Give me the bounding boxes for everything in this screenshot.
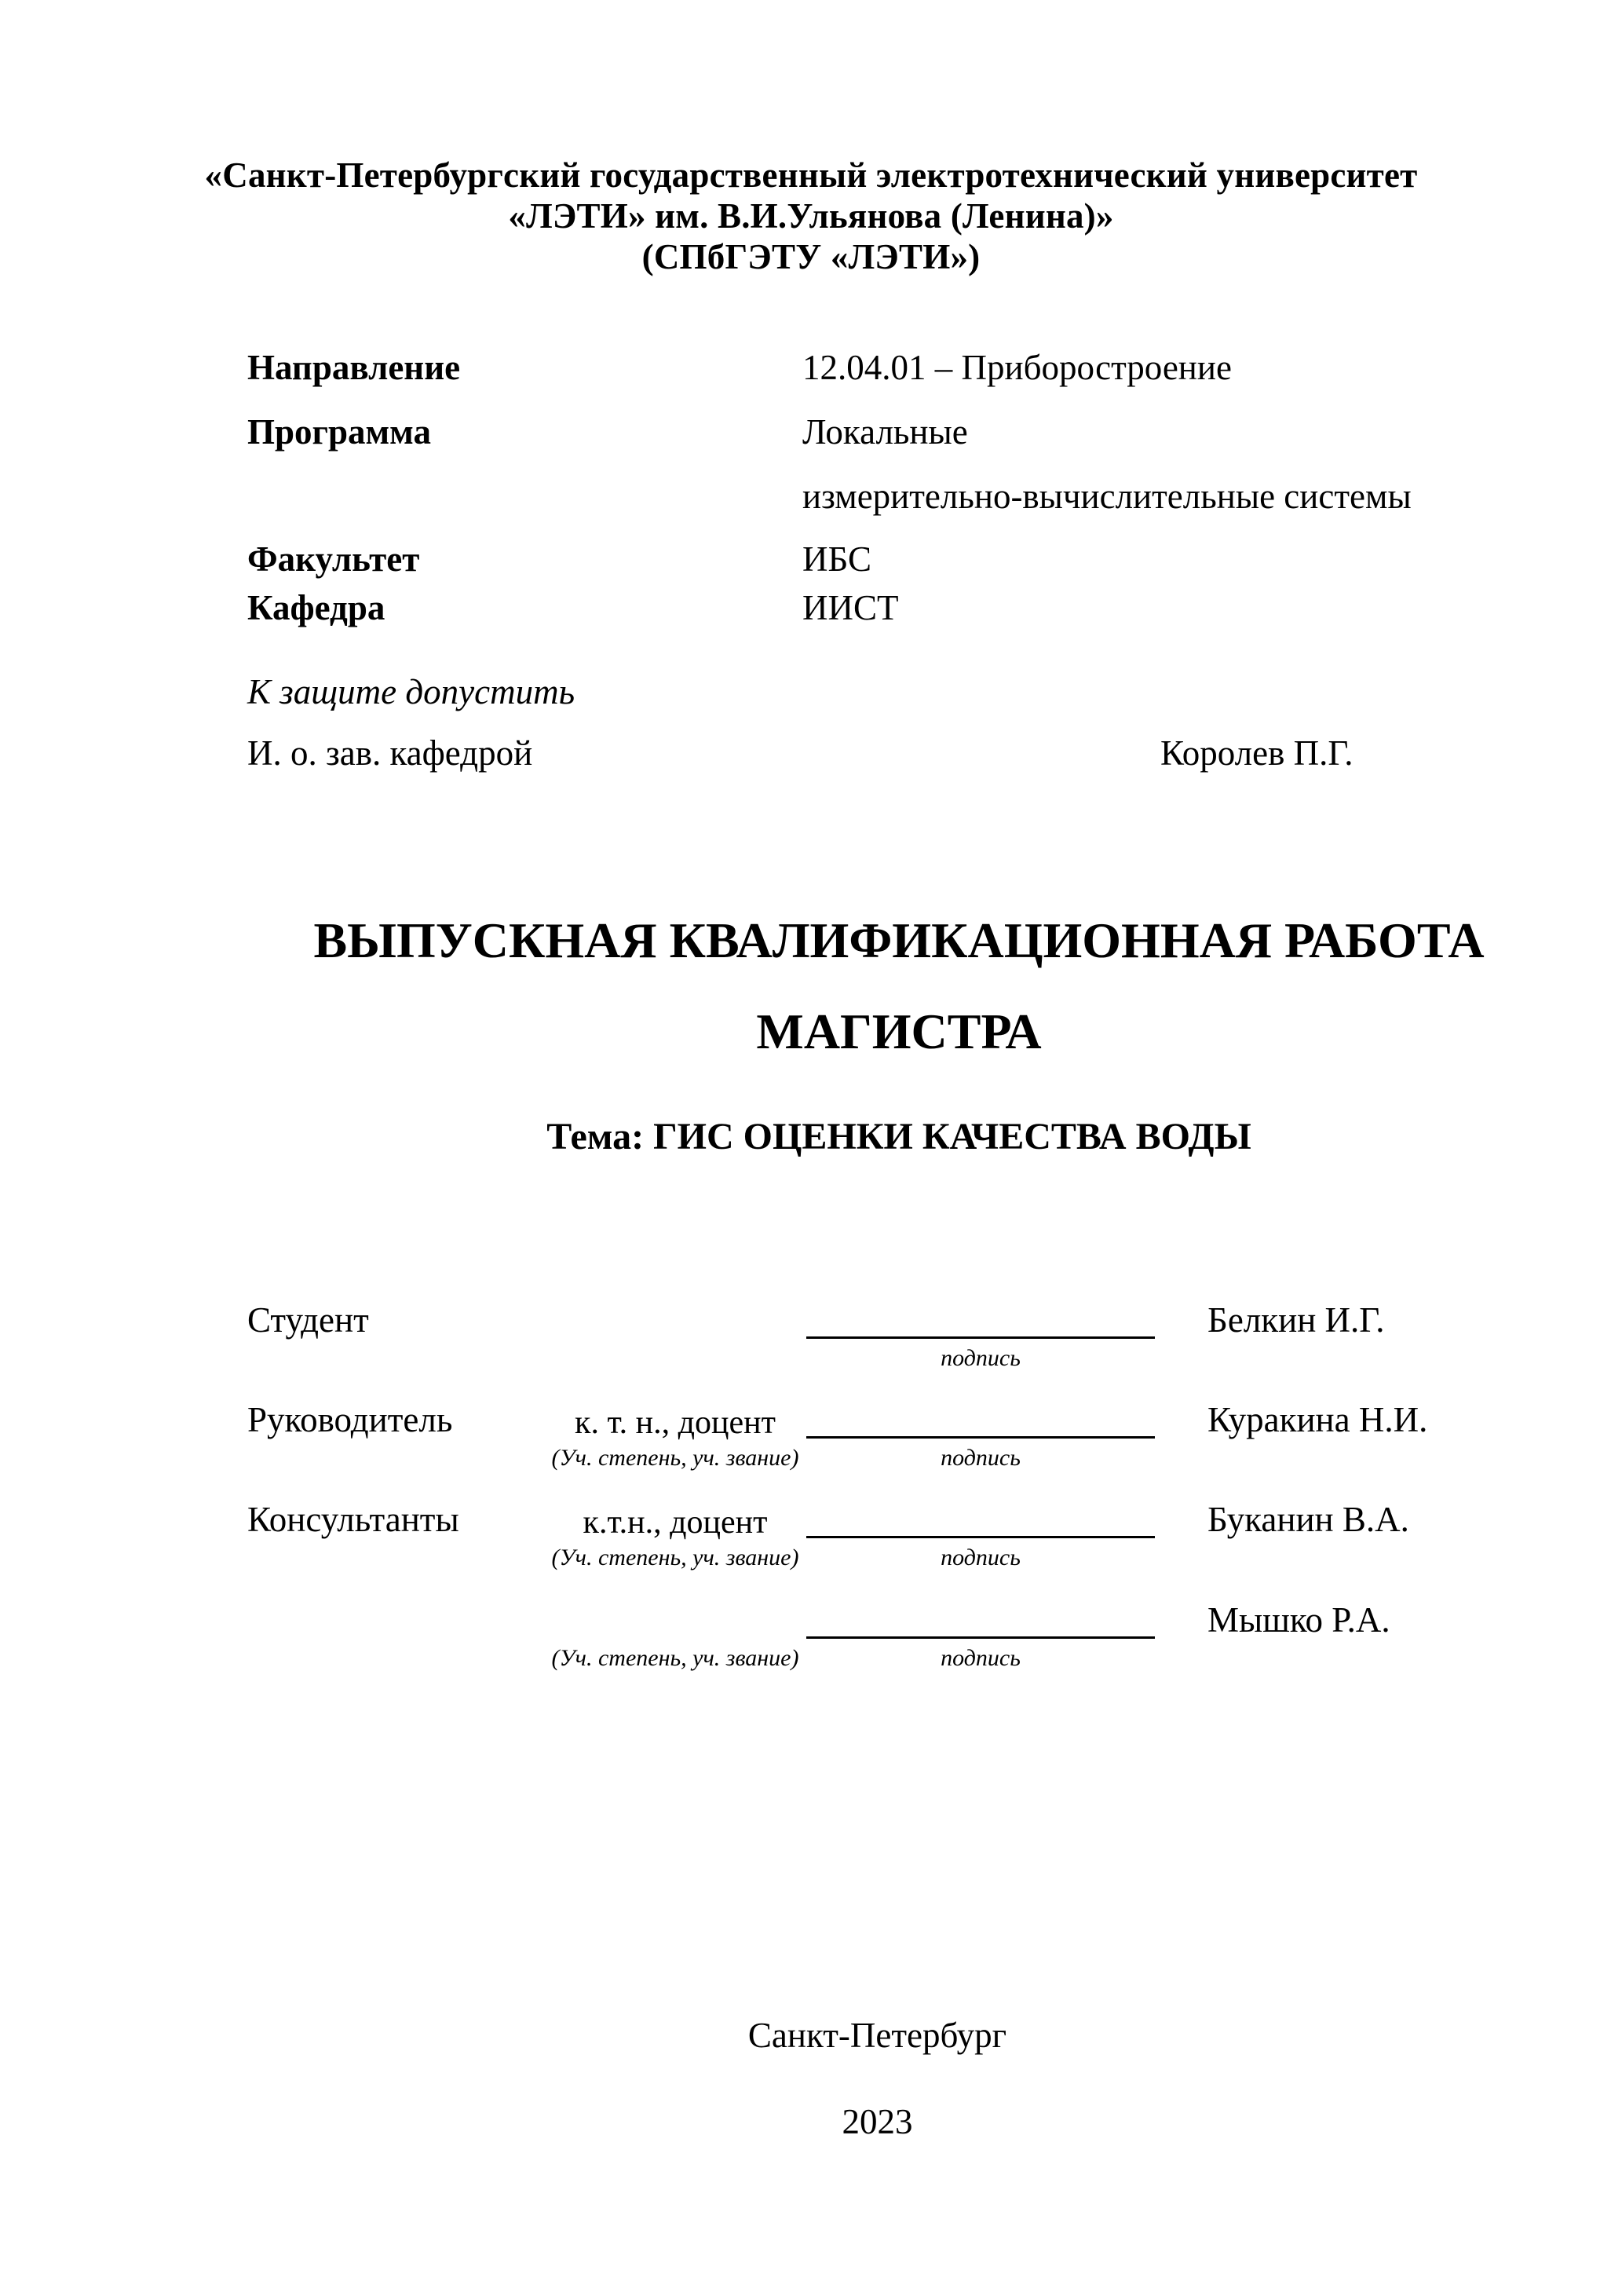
program-label: Программа: [247, 412, 431, 452]
admission-role: И. о. зав. кафедрой: [247, 733, 533, 773]
department-label: Кафедра: [247, 588, 385, 627]
faculty-label: Факультет: [247, 539, 420, 579]
supervisor-degree-caption: (Уч. степень, уч. звание): [551, 1445, 799, 1471]
consultant1-signature-caption: подпись: [941, 1545, 1021, 1570]
program-value: Локальные: [802, 412, 968, 452]
supervisor-signature-line: [806, 1391, 1155, 1439]
info-row-program: [247, 411, 1598, 452]
info-row-department: [247, 587, 1598, 628]
consultant1-name: Буканин В.А.: [1207, 1500, 1409, 1539]
student-name: Белкин И.Г.: [1207, 1300, 1385, 1340]
consultant1-degree: к.т.н., доцент: [583, 1504, 768, 1541]
consultant2-signature-caption: подпись: [941, 1645, 1021, 1671]
university-name-line1: «Санкт-Петербургский государственный электротехнический университет: [204, 155, 1418, 195]
admission-note: К защите допустить: [247, 672, 575, 711]
program-value-continued: измерительно-вычислительные системы: [802, 477, 1412, 516]
supervisor-degree: к. т. н., доцент: [575, 1405, 776, 1441]
direction-label: Направление: [247, 348, 461, 387]
consultant1-signature-line: [806, 1491, 1155, 1538]
supervisor-signature-caption: подпись: [941, 1445, 1021, 1471]
signature-row-student: [247, 1292, 1598, 1391]
university-header: [0, 155, 1622, 277]
topic-line: Тема: ГИС ОЦЕНКИ КАЧЕСТВА ВОДЫ: [546, 1116, 1251, 1157]
consultant2-degree-caption: (Уч. степень, уч. звание): [551, 1645, 799, 1671]
student-signature-caption: подпись: [941, 1345, 1021, 1371]
footer-city: Санкт-Петербург: [747, 2016, 1007, 2055]
signature-row-consultant-2: [247, 1592, 1598, 1691]
department-value: ИИСТ: [802, 588, 899, 627]
info-row-direction: [247, 347, 1598, 388]
signature-row-consultant-1: [247, 1491, 1598, 1591]
info-row-faculty: [247, 539, 1598, 579]
work-title-line1: ВЫПУСКНАЯ КВАЛИФИКАЦИОННАЯ РАБОТА: [313, 912, 1485, 968]
direction-value: 12.04.01 – Приборостроение: [802, 348, 1232, 387]
student-role-label: Студент: [247, 1300, 369, 1340]
consultant1-degree-caption: (Уч. степень, уч. звание): [551, 1545, 799, 1570]
admission-approver-name: Королев П.Г.: [1160, 733, 1353, 773]
faculty-value: ИБС: [802, 539, 872, 579]
work-title-line2: МАГИСТРА: [756, 1004, 1042, 1059]
supervisor-name: Куракина Н.И.: [1207, 1400, 1428, 1439]
consultant2-signature-line: [806, 1592, 1155, 1639]
university-name-line3: (СПбГЭТУ «ЛЭТИ»): [641, 237, 981, 276]
university-name-line2: «ЛЭТИ» им. В.И.Ульянова (Ленина)»: [508, 196, 1114, 236]
work-title: [247, 912, 1551, 1059]
footer-year: 2023: [842, 2102, 913, 2141]
signature-row-supervisor: [247, 1391, 1598, 1491]
consultant2-name: Мышко Р.А.: [1207, 1600, 1390, 1640]
supervisor-role-label: Руководитель: [247, 1400, 453, 1439]
consultants-role-label: Консультанты: [247, 1500, 459, 1539]
student-signature-line: [806, 1292, 1155, 1339]
